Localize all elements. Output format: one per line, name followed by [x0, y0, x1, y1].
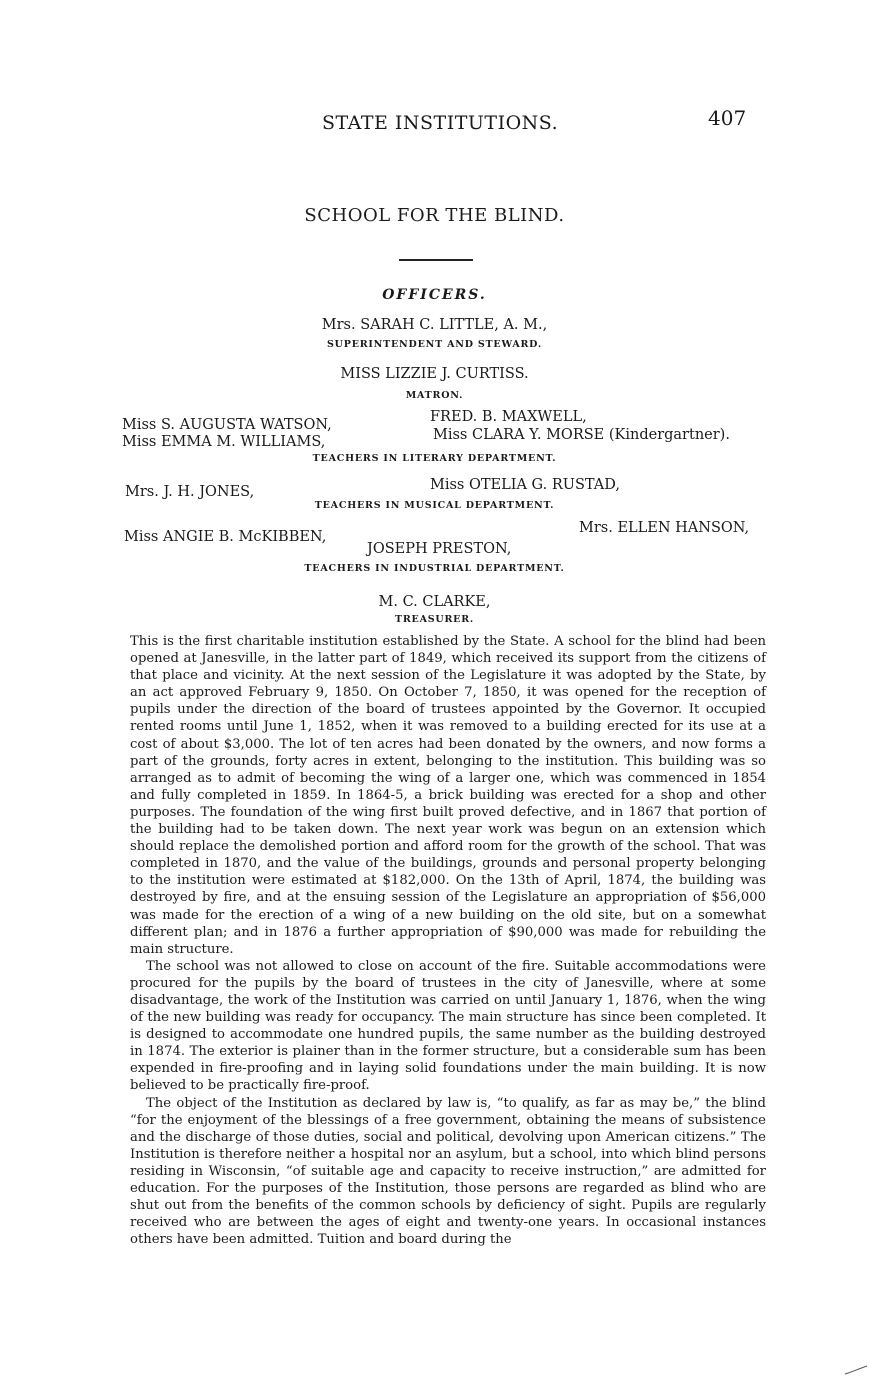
teacher-name: Miss EMMA M. WILLIAMS, — [122, 434, 326, 450]
teacher-name: Mrs. J. H. JONES, — [125, 484, 255, 500]
body-text — [130, 633, 766, 1248]
matron-name: MISS LIZZIE J. CURTISS. — [340, 366, 529, 382]
superintendent-name: Mrs. SARAH C. LITTLE, A. M., — [321, 317, 548, 333]
title-rule — [399, 259, 473, 261]
teacher-name: Miss ANGIE B. McKIBBEN, — [124, 529, 327, 545]
teacher-name: JOSEPH PRESTON, — [367, 541, 512, 557]
teacher-name: Miss OTELIA G. RUSTAD, — [430, 477, 620, 493]
paragraph: The school was not allowed to close on account of the fire. Suitable accommodations were procured for the pupils by the board of trustees in the city of Janesville, where at some disadvantage, the work of the Institution was carried on until January 1, 1876, when the wing of the new building was ready for occupancy. The main structure has since been completed. It is designed to accommodate one hundred pupils, the same number as the building destroyed in 1874. The exterior is plainer than in the former structure, but a considerable sum has been expended in fire-proofing and in laying solid foundations under the main building. It is now believed to be practically fire-proof. — [130, 958, 766, 1094]
officers-heading: OFFICERS. — [382, 287, 487, 303]
teacher-name: Mrs. ELLEN HANSON, — [579, 520, 750, 536]
musical-department-role: TEACHERS IN MUSICAL DEPARTMENT. — [314, 500, 555, 511]
industrial-department-role: TEACHERS IN INDUSTRIAL DEPARTMENT. — [304, 563, 565, 574]
margin-pencil-mark — [844, 1364, 868, 1376]
treasurer-name: M. C. CLARKE, — [378, 594, 491, 610]
page-number: 407 — [708, 106, 747, 130]
paragraph: This is the first charitable institution established by the State. A school for the blind had been opened at Janesville, in the latter part of 1849, which received its support from the citizens of that place and vicinity. At the next session of the Legislature it was adopted by the State, by an act approved February 9, 1850. On October 7, 1850, it was opened for the reception of pupils under the direction of the board of trustees appointed by the Governor. It occupied rented rooms until June 1, 1852, when it was removed to a building erected for its use at a cost of about $3,000. The lot of ten acres had been donated by the owners, and now forms a part of the grounds, forty acres in extent, belonging to the institution. This building was so arranged as to admit of becoming the wing of a larger one, which was commenced in 1854 and fully completed in 1859. In 1864-5, a brick building was erected for a shop and other purposes. The foundation of the wing first built proved defective, and in 1867 that portion of the building had to be taken down. The next year work was begun on an extension which should replace the demolished portion and afford room for the growth of the school. That was completed in 1870, and the value of the buildings, grounds and personal property belonging to the institution were estimated at $182,000. On the 13th of April, 1874, the building was destroyed by fire, and at the ensuing session of the Legislature an appropriation of $56,000 was made for the erection of a wing of a new building on the old site, but on a somewhat different plan; and in 1876 a further appropriation of $90,000 was made for rebuilding the main structure. — [130, 634, 766, 957]
paragraph: The object of the Institution as declared by law is, “to qualify, as far as may be,” the blind “for the enjoyment of the blessings of a free government, obtaining the means of subsistence and the discharge of those duties, social and political, devolving upon American citizens.” The Institution is therefore neither a hospital nor an asylum, but a school, into which blind persons residing in Wisconsin, “of suitable age and capacity to receive instruction,” are admitted for education. For the purposes of the Institution, those persons are regarded as blind who are shut out from the benefits of the common schools by deficiency of sight. Pupils are regularly received who are between the ages of eight and twenty-one years. In occasional instances others have been admitted. Tuition and board during the — [130, 1095, 766, 1248]
teacher-name: Miss CLARA Y. MORSE (Kindergartner). — [433, 427, 730, 443]
page-title: SCHOOL FOR THE BLIND. — [304, 205, 565, 226]
running-header: STATE INSTITUTIONS. — [322, 112, 559, 134]
matron-role: MATRON. — [405, 390, 464, 401]
superintendent-role: SUPERINTENDENT AND STEWARD. — [327, 339, 542, 350]
teacher-name: FRED. B. MAXWELL, — [430, 409, 587, 425]
literary-department-role: TEACHERS IN LITERARY DEPARTMENT. — [312, 453, 557, 464]
teacher-name: Miss S. AUGUSTA WATSON, — [122, 417, 332, 433]
treasurer-role: TREASURER. — [394, 614, 475, 625]
